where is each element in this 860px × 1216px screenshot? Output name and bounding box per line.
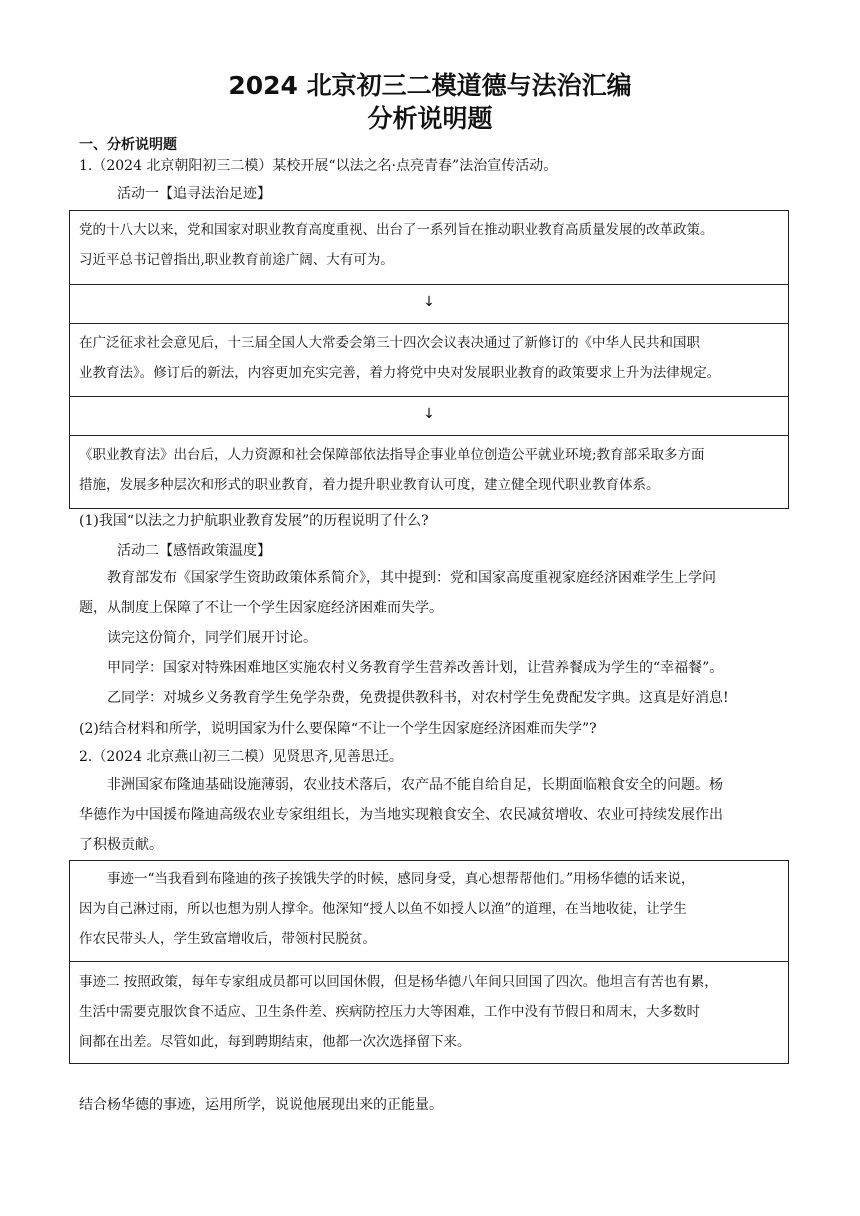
activity2-line-3: 读完这份简介，同学们展开讨论。 — [107, 630, 317, 646]
q1-sub2: (2)结合材料和所学，说明国家为什么要保障“不让一个学生因家庭经济困难而失学”? — [79, 721, 597, 737]
q1-stem: 1.（2024 北京朝阳初三二模）某校开展“以法之名·点亮青春”法治宣传活动。 — [79, 158, 558, 174]
deed-1-line-3: 作农民带头人，学生致富增收后，带领村民脱贫。 — [79, 931, 376, 947]
flow-arrow-2: ↓ — [70, 396, 788, 436]
deed-1-line-2: 因为自己淋过雨，所以也想为别人撑伞。他深知“授人以鱼不如授人以渔”的道理，在当地收徒，让学生 — [79, 901, 687, 917]
q2-intro-line-3: 了积极贡献。 — [79, 837, 163, 853]
deed-1-line-1: 事迹一“当我看到布隆迪的孩子挨饿失学的时候，感同身受，真心想帮帮他们。”用杨华德的话来说， — [107, 871, 695, 887]
flow-box-1-line-2: 习近平总书记曾指出,职业教育前途广阔、大有可为。 — [79, 252, 394, 268]
q2-question: 结合杨华德的事迹，运用所学，说说他展现出来的正能量。 — [79, 1097, 443, 1113]
flow-box-3-line-1: 《职业教育法》出台后，人力资源和社会保障部依法指导企事业单位创造公平就业环境;教育部采取多方面 — [79, 447, 705, 463]
deed-2-line-2: 生活中需要克服饮食不适应、卫生条件差、疾病防控压力大等困难，工作中没有节假日和周末，大多数时 — [79, 1004, 700, 1020]
flow-box-2-line-2: 业教育法》。修订后的新法，内容更加充实完善，着力将党中央对发展职业教育的政策要求上升为法律规定。 — [79, 365, 721, 381]
q2-intro — [79, 770, 783, 860]
flow-box-3 — [70, 435, 788, 509]
q2-intro-line-1: 非洲国家布隆迪基础设施薄弱，农业技术落后，农产品不能自给自足，长期面临粮食安全的问题。杨 — [107, 777, 723, 793]
q2-intro-line-2: 华德作为中国援布隆迪高级农业专家组组长，为当地实现粮食安全、农民减贫增收、农业可持续发展作出 — [79, 807, 723, 823]
section-heading: 一、分析说明题 — [79, 137, 177, 153]
activity2-line-5: 乙同学：对城乡义务教育学生免学杂费，免费提供教科书，对农村学生免费配发字典。这真是好消息! — [107, 690, 729, 706]
deed-2 — [70, 961, 788, 1064]
deed-2-line-1: 事迹二 按照政策，每年专家组成员都可以回国休假，但是杨华德八年间只回国了四次。他坦言有苦也有累， — [79, 974, 718, 990]
activity1-title: 活动一【追寻法治足迹】 — [117, 186, 271, 202]
flow-box-1 — [70, 215, 788, 283]
policy-flow-table — [69, 210, 789, 509]
deed-2-line-3: 间都在出差。尽管如此，每到聘期结束，他都一次次选择留下来。 — [79, 1034, 471, 1050]
document-title: 2024 北京初三二模道德与法治汇编 — [228, 71, 632, 100]
activity2-line-1: 教育部发布《国家学生资助政策体系简介》，其中提到：党和国家高度重视家庭经济困难学生上学问 — [107, 570, 716, 586]
q1-sub1: (1)我国“以法之力护航职业教育发展”的历程说明了什么? — [79, 513, 429, 529]
flow-box-2 — [70, 323, 788, 396]
flow-box-2-line-1: 在广泛征求社会意见后，十三届全国人大常委会第三十四次会议表决通过了新修订的《中华人民共和国职 — [79, 335, 700, 351]
activity2-line-4: 甲同学：国家对特殊困难地区实施农村义务教育学生营养改善计划，让营养餐成为学生的“幸福餐”。 — [107, 660, 724, 676]
deed-1 — [70, 864, 788, 960]
activity2-material — [79, 563, 783, 713]
flow-box-3-line-2: 措施，发展多种层次和形式的职业教育，着力提升职业教育认可度，建立健全现代职业教育体系。 — [79, 477, 660, 493]
activity2-line-2: 题，从制度上保障了不让一个学生因家庭经济困难而失学。 — [79, 600, 443, 616]
flow-box-1-line-1: 党的十八大以来，党和国家对职业教育高度重视、出台了一系列旨在推动职业教育高质量发展的改革政策。 — [79, 222, 714, 238]
q2-stem: 2.（2024 北京燕山初三二模）见贤思齐,见善思迁。 — [79, 749, 403, 765]
deeds-table — [69, 860, 789, 1064]
document-subtitle: 分析说明题 — [367, 104, 493, 133]
activity2-title: 活动二【感悟政策温度】 — [117, 543, 271, 559]
flow-arrow-1: ↓ — [70, 284, 788, 324]
